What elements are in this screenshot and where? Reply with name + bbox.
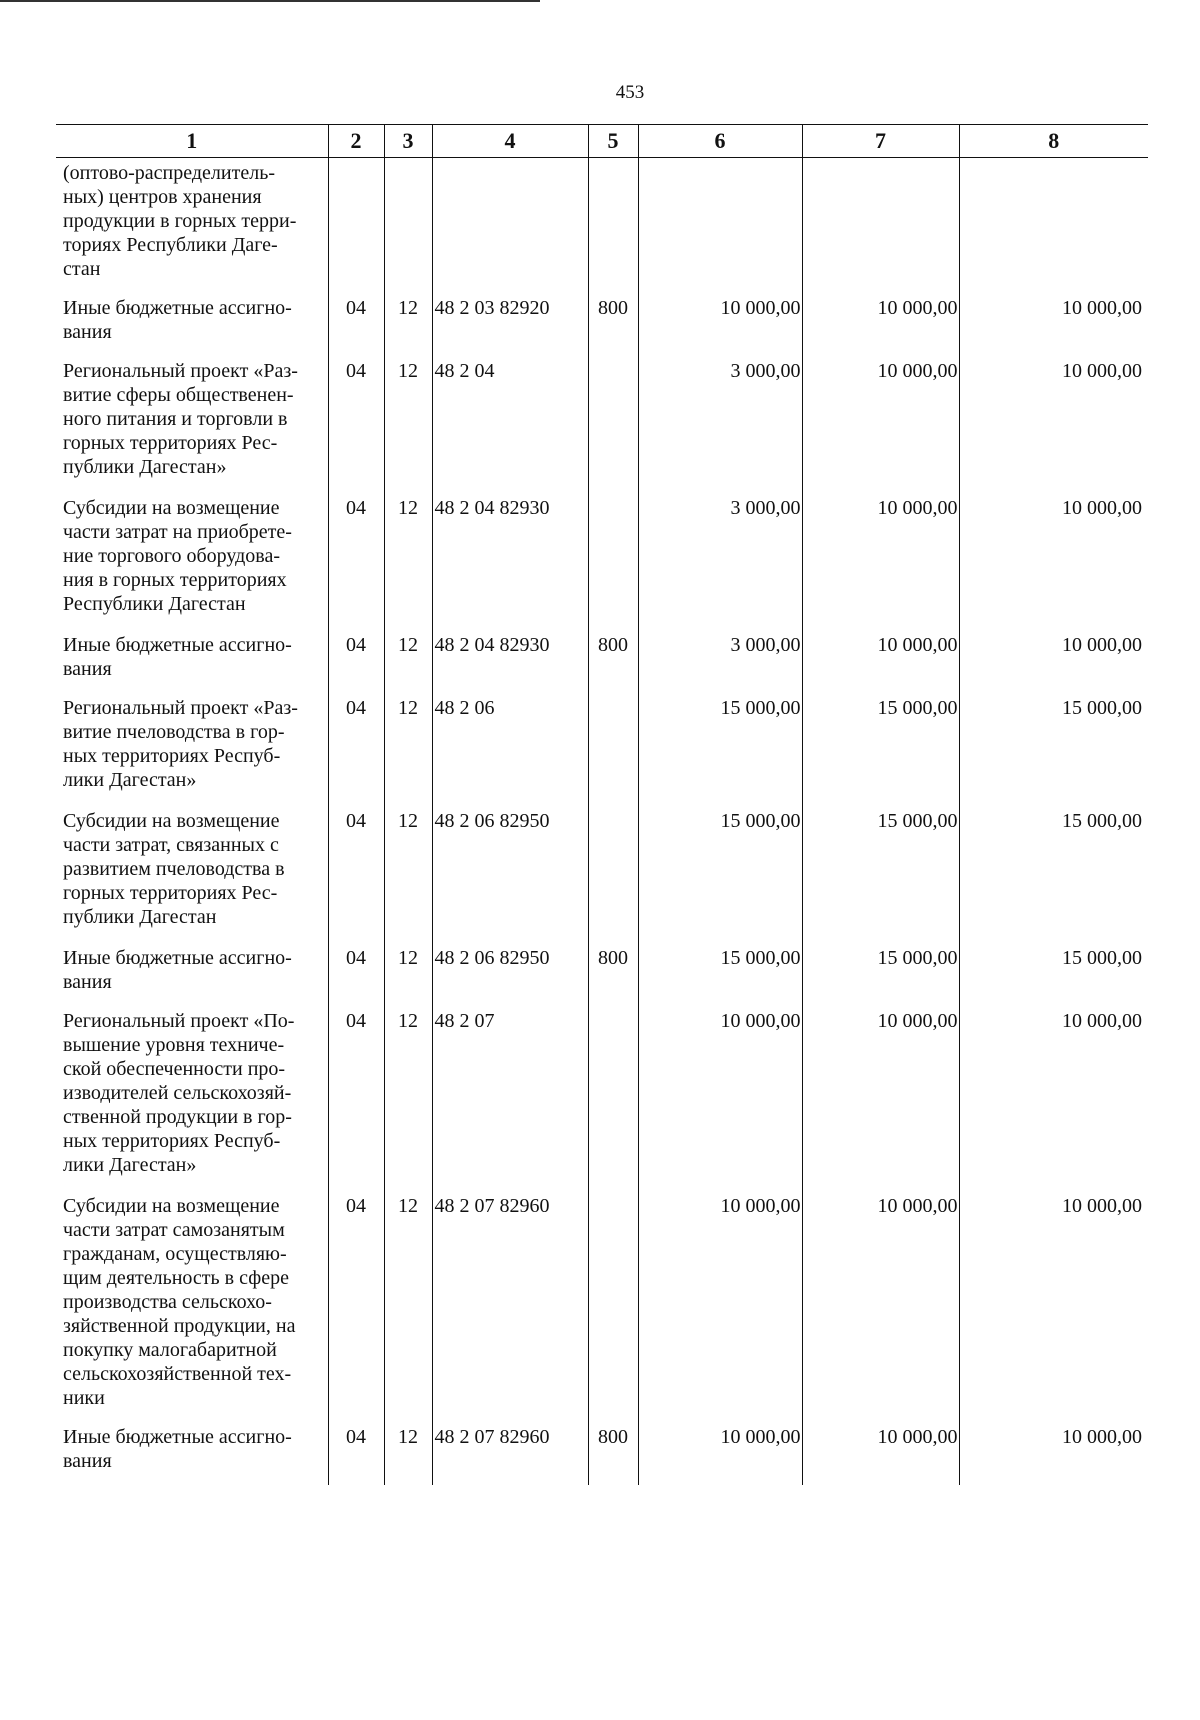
section-code-cell: 04 xyxy=(328,806,384,943)
expense-type-cell xyxy=(588,806,638,943)
table-row xyxy=(56,493,1148,630)
section-code-cell: 04 xyxy=(328,693,384,806)
amount-col8-cell: 15 000,00 xyxy=(959,693,1148,806)
section-code-cell: 04 xyxy=(328,1422,384,1485)
target-article-cell: 48 2 04 82930 xyxy=(432,493,588,630)
table-body xyxy=(56,158,1148,1486)
page-number: 453 xyxy=(615,82,645,103)
target-article-cell: 48 2 06 xyxy=(432,693,588,806)
column-header: 8 xyxy=(959,125,1148,158)
row-name-cell xyxy=(56,1006,328,1191)
amount-col7-cell: 15 000,00 xyxy=(802,943,959,1006)
column-header: 1 xyxy=(56,125,328,158)
amount-col7-cell: 10 000,00 xyxy=(802,356,959,493)
expense-type-cell xyxy=(588,356,638,493)
expense-type-cell: 800 xyxy=(588,630,638,693)
row-name-cell xyxy=(56,806,328,943)
expense-type-cell: 800 xyxy=(588,943,638,1006)
row-name-text: Региональный проект «Раз- витие сферы общественен- ного питания и торговли в горных территориях Рес- публики Дагестан» xyxy=(63,360,298,478)
table-row xyxy=(56,806,1148,943)
row-name-cell xyxy=(56,356,328,493)
amount-col7-cell: 10 000,00 xyxy=(802,630,959,693)
target-article-cell: 48 2 04 82930 xyxy=(432,630,588,693)
expense-type-cell: 800 xyxy=(588,1422,638,1485)
row-name-text: Региональный проект «По- вышение уровня техниче- ской обеспеченности про- изводителей сельскохозяй- ственной продукции в гор- ных территориях Респуб- лики Дагестан» xyxy=(63,1010,295,1176)
amount-col6-cell xyxy=(638,158,802,294)
table-row xyxy=(56,943,1148,1006)
amount-col8-cell: 15 000,00 xyxy=(959,806,1148,943)
row-name-text: Субсидии на возмещение части затрат на приобрете- ние торгового оборудова- ния в горных территориях Республики Дагестан xyxy=(63,497,292,615)
amount-col7-cell: 10 000,00 xyxy=(802,1191,959,1422)
section-code-cell: 04 xyxy=(328,493,384,630)
amount-col8-cell: 10 000,00 xyxy=(959,293,1148,356)
table-row xyxy=(56,356,1148,493)
section-code-cell: 04 xyxy=(328,630,384,693)
section-code-cell: 04 xyxy=(328,943,384,1006)
row-name-text: Иные бюджетные ассигно- вания xyxy=(63,947,292,993)
row-name-cell xyxy=(56,493,328,630)
expense-type-cell xyxy=(588,1191,638,1422)
amount-col6-cell: 10 000,00 xyxy=(638,1191,802,1422)
column-header: 7 xyxy=(802,125,959,158)
amount-col8-cell: 10 000,00 xyxy=(959,356,1148,493)
subsection-code-cell: 12 xyxy=(384,693,432,806)
row-name-text: Иные бюджетные ассигно- вания xyxy=(63,634,292,680)
row-name-text: Субсидии на возмещение части затрат самозанятым гражданам, осуществляю- щим деятельность в сфере производства сельскохо- зяйственной продукции, на покупку малогабаритной сельскохозяйственной тех- ники xyxy=(63,1195,296,1409)
amount-col8-cell: 10 000,00 xyxy=(959,493,1148,630)
subsection-code-cell: 12 xyxy=(384,630,432,693)
amount-col6-cell: 15 000,00 xyxy=(638,806,802,943)
subsection-code-cell xyxy=(384,158,432,294)
amount-col8-cell: 10 000,00 xyxy=(959,630,1148,693)
amount-col7-cell: 10 000,00 xyxy=(802,293,959,356)
subsection-code-cell: 12 xyxy=(384,493,432,630)
amount-col6-cell: 10 000,00 xyxy=(638,1006,802,1191)
subsection-code-cell: 12 xyxy=(384,293,432,356)
amount-col6-cell: 15 000,00 xyxy=(638,943,802,1006)
table-row xyxy=(56,293,1148,356)
top-scan-rule xyxy=(0,0,540,2)
budget-table xyxy=(56,124,1148,1485)
column-header: 5 xyxy=(588,125,638,158)
target-article-cell: 48 2 06 82950 xyxy=(432,806,588,943)
amount-col8-cell: 10 000,00 xyxy=(959,1191,1148,1422)
row-name-cell xyxy=(56,943,328,1006)
table-row xyxy=(56,693,1148,806)
subsection-code-cell: 12 xyxy=(384,1422,432,1485)
amount-col7-cell xyxy=(802,158,959,294)
subsection-code-cell: 12 xyxy=(384,356,432,493)
subsection-code-cell: 12 xyxy=(384,806,432,943)
amount-col7-cell: 15 000,00 xyxy=(802,806,959,943)
amount-col7-cell: 15 000,00 xyxy=(802,693,959,806)
amount-col6-cell: 3 000,00 xyxy=(638,630,802,693)
amount-col6-cell: 10 000,00 xyxy=(638,1422,802,1485)
amount-col6-cell: 3 000,00 xyxy=(638,493,802,630)
amount-col8-cell: 15 000,00 xyxy=(959,943,1148,1006)
amount-col6-cell: 15 000,00 xyxy=(638,693,802,806)
target-article-cell: 48 2 04 xyxy=(432,356,588,493)
table-row xyxy=(56,1422,1148,1485)
table-row xyxy=(56,1006,1148,1191)
table-header-row xyxy=(56,125,1148,158)
amount-col8-cell: 10 000,00 xyxy=(959,1006,1148,1191)
amount-col6-cell: 3 000,00 xyxy=(638,356,802,493)
column-header: 6 xyxy=(638,125,802,158)
expense-type-cell: 800 xyxy=(588,293,638,356)
expense-type-cell xyxy=(588,158,638,294)
row-name-text: Региональный проект «Раз- витие пчеловодства в гор- ных территориях Респуб- лики Дагестан» xyxy=(63,697,298,791)
section-code-cell: 04 xyxy=(328,1191,384,1422)
row-name-cell xyxy=(56,630,328,693)
column-header: 2 xyxy=(328,125,384,158)
row-name-cell xyxy=(56,1191,328,1422)
target-article-cell: 48 2 06 82950 xyxy=(432,943,588,1006)
amount-col6-cell: 10 000,00 xyxy=(638,293,802,356)
table-row xyxy=(56,1191,1148,1422)
subsection-code-cell: 12 xyxy=(384,1191,432,1422)
row-name-text: (оптово-распределитель- ных) центров хранения продукции в горных терри- ториях Республики Даге- стан xyxy=(63,162,297,280)
row-name-text: Иные бюджетные ассигно- вания xyxy=(63,297,292,343)
subsection-code-cell: 12 xyxy=(384,1006,432,1191)
subsection-code-cell: 12 xyxy=(384,943,432,1006)
section-code-cell xyxy=(328,158,384,294)
amount-col8-cell xyxy=(959,158,1148,294)
expense-type-cell xyxy=(588,693,638,806)
row-name-text: Субсидии на возмещение части затрат, связанных с развитием пчеловодства в горных территориях Рес- публики Дагестан xyxy=(63,810,285,928)
table-row xyxy=(56,158,1148,294)
section-code-cell: 04 xyxy=(328,1006,384,1191)
target-article-cell: 48 2 07 82960 xyxy=(432,1191,588,1422)
table-row xyxy=(56,630,1148,693)
expense-type-cell xyxy=(588,493,638,630)
row-name-cell xyxy=(56,1422,328,1485)
amount-col8-cell: 10 000,00 xyxy=(959,1422,1148,1485)
target-article-cell: 48 2 07 82960 xyxy=(432,1422,588,1485)
row-name-cell xyxy=(56,693,328,806)
section-code-cell: 04 xyxy=(328,293,384,356)
target-article-cell: 48 2 07 xyxy=(432,1006,588,1191)
amount-col7-cell: 10 000,00 xyxy=(802,1006,959,1191)
row-name-cell xyxy=(56,158,328,294)
expense-type-cell xyxy=(588,1006,638,1191)
column-header: 3 xyxy=(384,125,432,158)
row-name-cell xyxy=(56,293,328,356)
target-article-cell xyxy=(432,158,588,294)
amount-col7-cell: 10 000,00 xyxy=(802,1422,959,1485)
column-header: 4 xyxy=(432,125,588,158)
section-code-cell: 04 xyxy=(328,356,384,493)
target-article-cell: 48 2 03 82920 xyxy=(432,293,588,356)
row-name-text: Иные бюджетные ассигно- вания xyxy=(63,1426,292,1472)
amount-col7-cell: 10 000,00 xyxy=(802,493,959,630)
